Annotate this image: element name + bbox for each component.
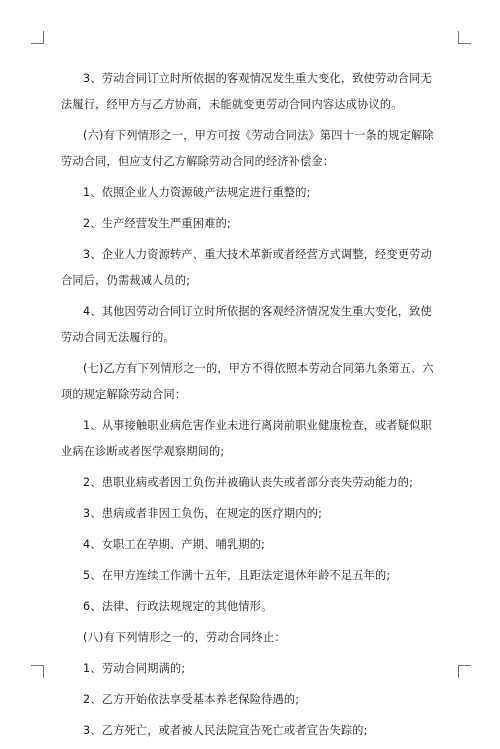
paragraph: 1、劳动合同期满的; [83, 662, 186, 675]
paragraph: 3、患病或者非因工负伤，在规定的医疗期内的; [83, 507, 323, 520]
crop-mark-top-left [31, 31, 44, 44]
paragraph: 3、乙方死亡，或者被人民法院宣告死亡或者宣告失踪的; [83, 724, 368, 737]
paragraph: 1、从事接触职业病危害作业未进行离岗前职业健康检查，或者疑似职业病在诊断或者医学观察期间的; [61, 419, 432, 458]
paragraph: 2、患职业病或者因工负伤并被确认丧失或者部分丧失劳动能力的; [83, 476, 414, 489]
paragraph: (七)乙方有下列情形之一的，甲方不得依照本劳动合同第九条第五、六项的规定解除劳动合同： [61, 362, 434, 401]
paragraph: (六)有下列情形之一，甲方可按《劳动合同法》第四十一条的规定解除劳动合同，但应支付乙方解除劳动合同的经济补偿金： [61, 129, 434, 168]
paragraph: 4、女职工在孕期、产期、哺乳期的; [83, 538, 266, 551]
crop-mark-bottom-left [31, 665, 44, 678]
paragraph: 3、劳动合同订立时所依据的客观情况发生重大变化，致使劳动合同无法履行，经甲方与乙方协商，未能就变更劳动合同内容达成协议的。 [61, 72, 432, 111]
document-body [61, 66, 441, 749]
paragraph: 2、乙方开始依法享受基本养老保险待遇的; [83, 693, 300, 706]
paragraph: 6、法律、行政法规规定的其他情形。 [83, 600, 273, 613]
crop-mark-top-right [458, 31, 471, 44]
paragraph: 1、依照企业人力资源破产法规定进行重整的; [83, 186, 311, 199]
paragraph: 3、企业人力资源转产、重大技术革新或者经营方式调整，经变更劳动合同后，仍需裁减人员的; [61, 248, 432, 287]
crop-mark-bottom-right [458, 665, 471, 678]
paragraph: 5、在甲方连续工作满十五年，且距法定退休年龄不足五年的; [83, 569, 391, 582]
paragraph: (八)有下列情形之一的，劳动合同终止： [83, 631, 286, 644]
paragraph: 2、生产经营发生严重困难的; [83, 217, 231, 230]
paragraph: 4、其他因劳动合同订立时所依据的客观经济情况发生重大变化，致使劳动合同无法履行的。 [61, 305, 432, 344]
